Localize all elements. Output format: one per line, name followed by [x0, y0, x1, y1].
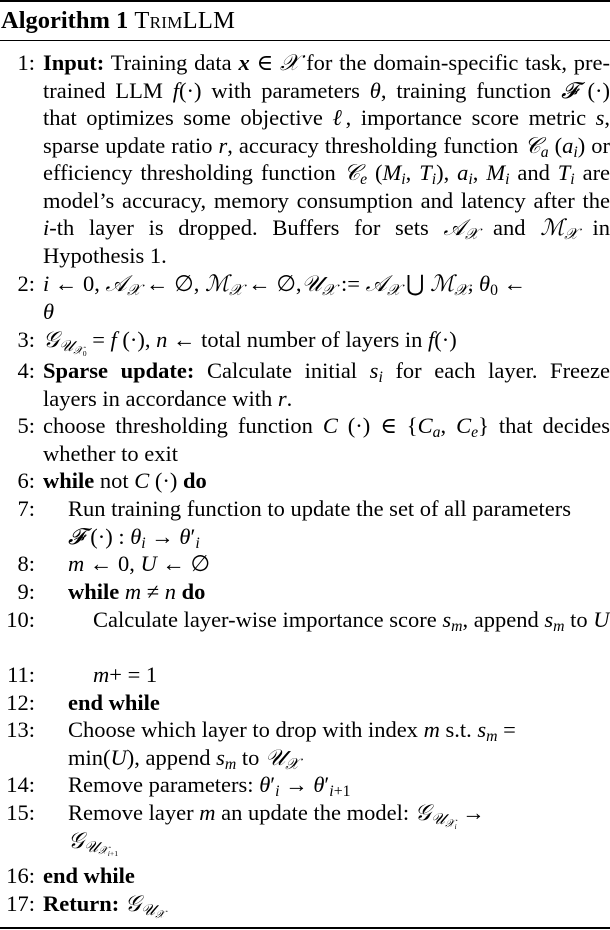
line-number: 1:	[17, 50, 35, 75]
top-rule	[0, 0, 610, 2]
line-text: i ← 0, 𝒜$_𝒳$ ← ∅, ℳ$_𝒳$ ← ∅,𝒰$_𝒳$ := 𝒜$_𝒳$ ⋃ ℳ$_𝒳$, $\theta_0$ ← θ	[43, 271, 527, 324]
line-number: 3:	[17, 327, 35, 352]
line-number: 16:	[6, 863, 35, 888]
line-number: 2:	[17, 271, 35, 296]
line-text: Return: 𝒢$_{𝒰_𝒳}$	[43, 891, 165, 921]
algorithm-label: Algorithm 1	[1, 7, 129, 34]
line-text: choose thresholding function C (·) ∈ {$C_a$, $C_e$} that decides whether to exit	[43, 413, 610, 466]
line-number: 10:	[6, 607, 35, 632]
line-text: 𝒢$_{𝒰_{𝒳_0}}$ = f (·), n ← total number of layers in f(·)	[43, 327, 457, 358]
algorithm-name: TrimLLM	[134, 7, 236, 34]
algorithm-header	[1, 3, 235, 39]
line-text: Remove parameters: $\theta'_i \to \theta'_{i+1}$	[68, 772, 351, 800]
header-rule	[0, 40, 610, 41]
line-number: 4:	[17, 358, 35, 383]
line-text: while not C (·) do	[43, 468, 207, 493]
line-text: m ← 0, U ← ∅	[68, 551, 211, 576]
line-text: end while	[68, 690, 160, 715]
line-text: m+ = 1	[93, 662, 158, 687]
line-text: Choose which layer to drop with index m s.t. $s_m$ = min(U), append $s_m$ to 𝒰$_𝒳$	[68, 717, 516, 773]
line-text: Calculate layer-wise importance score $s_m$, append $s_m$ to U	[93, 607, 610, 635]
line-number: 8:	[17, 551, 35, 576]
line-text: Sparse update: Calculate initial $s_i$ for each layer. Freeze layers in accordance with r.	[43, 358, 610, 411]
line-text: end while	[43, 863, 135, 888]
line-number: 7:	[17, 496, 35, 521]
line-number: 11:	[7, 662, 35, 687]
line-text: Run training function to update the set of all parameters 𝓕 (·) : $\theta_i \to \theta'_i$	[68, 496, 571, 552]
bottom-rule	[0, 927, 610, 929]
line-number: 13:	[6, 717, 35, 742]
line-number: 12:	[6, 690, 35, 715]
line-number: 17:	[6, 891, 35, 916]
line-number: 14:	[6, 772, 35, 797]
line-number: 5:	[17, 413, 35, 438]
line-text: while m ≠ n do	[68, 579, 206, 604]
line-number: 6:	[17, 468, 35, 493]
line-number: 15:	[6, 800, 35, 825]
line-text: Input: Training data x ∈ 𝒳 for the domain-specific task, pre-trained LLM f(·) with parameters θ, training function 𝓕 (·) that optimizes some objective ℓ, importance score metric s, sparse update ratio r, accuracy thresholding function 𝒞$_a$ $(a_i)$ or efficiency thresholding function 𝒞$_e$ ($M_i$, $T_i$), $a_i$, $M_i$ and $T_i$ are model’s accuracy, memory consumption and latency after the i-th layer is dropped. Buffers for sets 𝒜$_𝒳$ and ℳ$_𝒳$ in Hypothesis 1.	[43, 50, 610, 268]
line-number: 9:	[17, 579, 35, 604]
line-text: Remove layer m an update the model: 𝒢$_{𝒰_{𝒳_i}}$ → 𝒢$_{𝒰_{𝒳_{i+1}}}$	[68, 800, 485, 859]
